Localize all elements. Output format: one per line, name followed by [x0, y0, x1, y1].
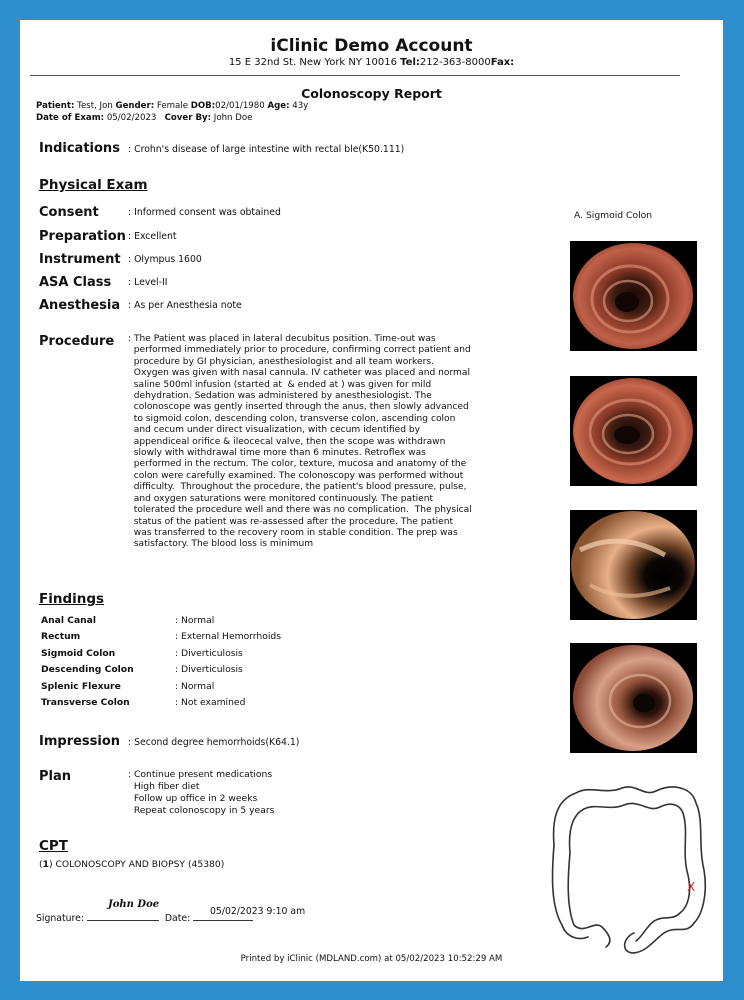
clinic-address-line	[20, 57, 723, 68]
exam-line	[36, 113, 252, 123]
preparation-label: Preparation	[39, 229, 126, 244]
cpt-heading: CPT	[39, 838, 69, 854]
cpt-number: 1	[42, 859, 49, 870]
cover-label: Cover By:	[164, 113, 212, 123]
finding-value-transverse-colon: : Not examined	[175, 697, 246, 708]
plan-text: : Continue present medications High fiber diet Follow up office in 2 weeks Repeat colonoscopy in 5 years	[128, 769, 275, 816]
tel-value: 212-363-8000	[419, 57, 491, 68]
signature-handwriting: John Doe	[108, 899, 160, 910]
report-title: Colonoscopy Report	[301, 86, 442, 101]
report-page	[20, 20, 723, 981]
cpt-item: (1) COLONOSCOPY AND BIOPSY (45380)	[39, 859, 225, 870]
endoscopy-photo-3	[570, 510, 697, 620]
consent-value: : Informed consent was obtained	[128, 207, 281, 218]
instrument-label: Instrument	[39, 252, 121, 267]
asa-class-label: ASA Class	[39, 275, 112, 290]
exam-date-label: Date of Exam:	[36, 113, 105, 123]
cpt-description: COLONOSCOPY AND BIOPSY (45380)	[52, 859, 225, 870]
tel-label: Tel:	[400, 57, 420, 68]
patient-dob: 02/01/1980	[215, 101, 265, 111]
anesthesia-label: Anesthesia	[39, 298, 121, 313]
physical-exam-heading: Physical Exam	[39, 177, 148, 193]
finding-label-splenic-flexure: Splenic Flexure	[41, 681, 121, 692]
age-label: Age:	[267, 101, 290, 111]
impression-value: : Second degree hemorrhoids(K64.1)	[128, 737, 300, 748]
patient-line	[36, 101, 308, 111]
cover-by: John Doe	[213, 113, 253, 123]
colon-diagram	[544, 775, 719, 965]
patient-gender: Female	[156, 101, 188, 111]
patient-name: Test, Jon	[77, 101, 113, 111]
gender-label: Gender:	[115, 101, 155, 111]
location-marker-x: X	[687, 880, 696, 894]
endoscopy-photo-1	[570, 241, 697, 351]
preparation-value: : Excellent	[128, 231, 177, 242]
finding-label-anal-canal: Anal Canal	[41, 615, 97, 626]
finding-value-descending-colon: : Diverticulosis	[175, 664, 243, 675]
instrument-value: : Olympus 1600	[128, 254, 202, 265]
findings-heading: Findings	[39, 591, 105, 607]
signature-label: Signature:	[36, 913, 84, 924]
exam-date: 05/02/2023	[106, 113, 157, 123]
header-divider	[30, 75, 680, 76]
finding-value-rectum: : External Hemorrhoids	[175, 631, 282, 642]
date-blank	[193, 919, 253, 921]
clinic-name: iClinic Demo Account	[270, 36, 473, 56]
finding-label-sigmoid-colon: Sigmoid Colon	[41, 648, 116, 659]
finding-label-descending-colon: Descending Colon	[41, 664, 134, 675]
dob-label: DOB:	[190, 101, 216, 111]
finding-value-sigmoid-colon: : Diverticulosis	[175, 648, 243, 659]
finding-label-rectum: Rectum	[41, 631, 81, 642]
fax-label: Fax:	[490, 57, 515, 68]
indications-label: Indications	[39, 141, 120, 156]
patient-label: Patient:	[36, 101, 75, 111]
consent-label: Consent	[39, 205, 99, 220]
indications-value: : Crohn's disease of large intestine with rectal ble(K50.111)	[128, 144, 405, 155]
procedure-text: : The Patient was placed in lateral decubitus position. Time-out was performed immediately prior to procedure, confirming correct patient and procedure by GI physician, anesthesiologist and all team workers. Oxygen was given with nasal cannula. IV catheter was placed and normal saline 500ml infusion (started at & ended at ) was given for mild dehydration. Sedation was administered by anesthesiologist. The colonoscope was gently inserted through the anus, then slowly advanced to sigmoid colon, descending colon, transverse colon, ascending colon and cecum under direct visualization, with cecum identified by appendiceal orifice & ileocecal valve, then the scope was withdrawn slowly with withdrawal time more than 6 minutes. Retroflex was performed in the rectum. The color, texture, mucosa and anatomy of the colon were carefully examined. The colonoscopy was performed without difficulty. Throughout the procedure, the patient's blood pressure, pulse, and oxygen saturations were monitored continuously. The patient tolerated the procedure well and there was no complication. The physical status of the patient was re-assessed after the procedure. The patient was transferred to the recovery room in stable condition. The prep was satisfactory. The blood loss is minimum	[128, 334, 472, 550]
asa-class-value: : Level-II	[128, 277, 168, 288]
procedure-label: Procedure	[39, 334, 115, 349]
clinic-address: 15 E 32nd St. New York NY 10016	[228, 57, 397, 68]
signature-date: 05/02/2023 9:10 am	[210, 906, 306, 917]
finding-value-splenic-flexure: : Normal	[175, 681, 215, 692]
signature-blank	[87, 919, 159, 921]
impression-label: Impression	[39, 734, 121, 749]
plan-label: Plan	[39, 769, 72, 784]
endoscopy-photo-4	[570, 643, 697, 753]
patient-age: 43y	[292, 101, 309, 111]
finding-value-anal-canal: : Normal	[175, 615, 215, 626]
image-caption: A. Sigmoid Colon	[574, 210, 653, 221]
printed-footer: Printed by iClinic (MDLAND.com) at 05/02/2023 10:52:29 AM	[240, 954, 503, 964]
anesthesia-value: : As per Anesthesia note	[128, 300, 242, 311]
endoscopy-photo-2	[570, 376, 697, 486]
date-label: Date:	[164, 913, 191, 924]
finding-label-transverse-colon: Transverse Colon	[41, 697, 130, 708]
